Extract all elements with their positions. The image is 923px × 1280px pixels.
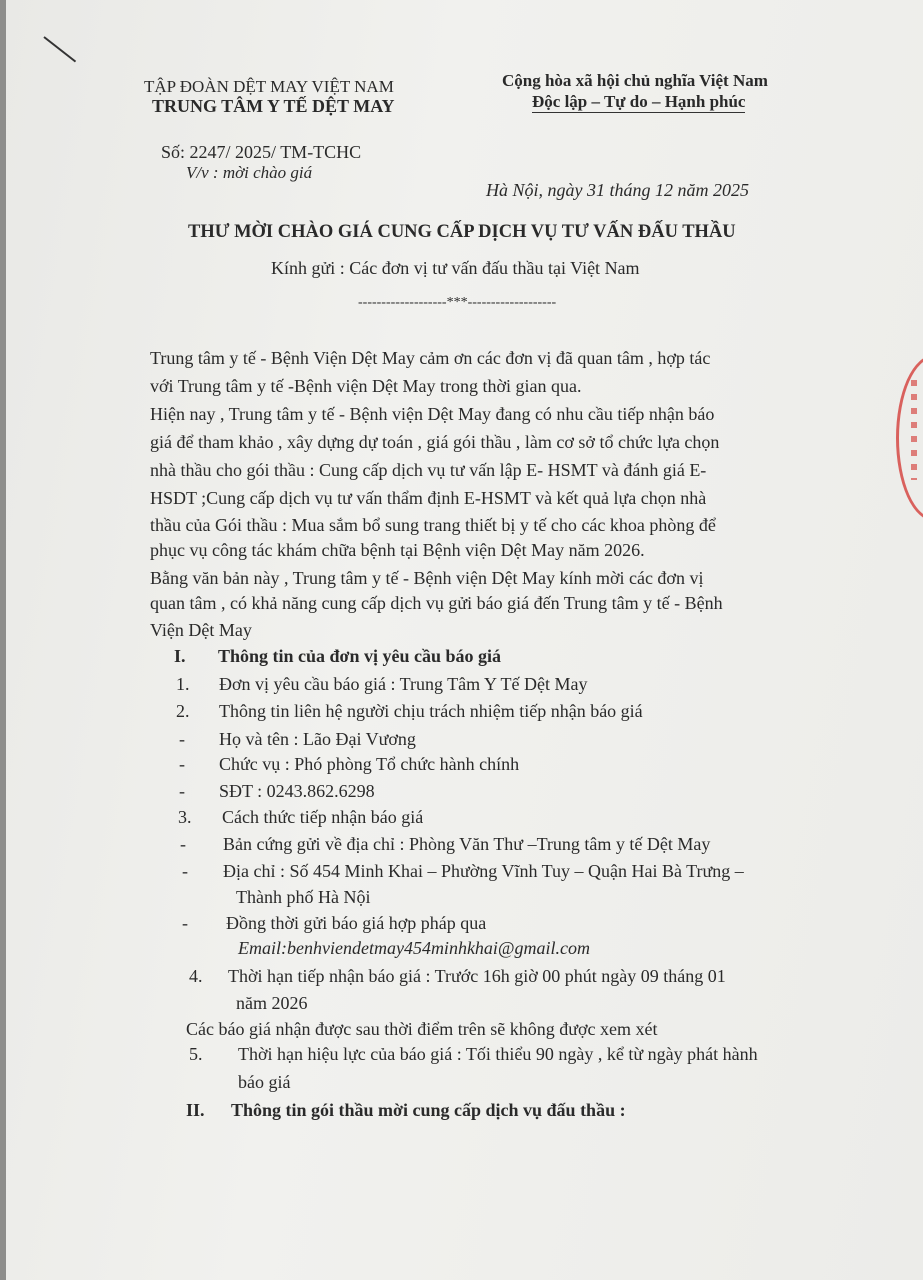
item-number: 5.: [189, 1044, 203, 1064]
section1-number: I.: [174, 646, 186, 666]
org-parent: TẬP ĐOÀN DỆT MAY VIỆT NAM: [144, 77, 394, 96]
email-intro: Đồng thời gửi báo giá hợp pháp qua: [226, 913, 487, 933]
place-date: Hà Nội, ngày 31 tháng 12 năm 2025: [486, 180, 749, 200]
address-line: Thành phố Hà Nội: [236, 887, 371, 907]
intro-line: thầu của Gói thầu : Mua sắm bổ sung trang thiết bị y tế cho các khoa phòng để: [150, 515, 716, 535]
document-title: THƯ MỜI CHÀO GIÁ CUNG CẤP DỊCH VỤ TƯ VẤN ĐẤU THẦU: [188, 222, 736, 242]
intro-line: quan tâm , có khả năng cung cấp dịch vụ gửi báo giá đến Trung tâm y tế - Bệnh: [150, 593, 723, 613]
address-line: Địa chỉ : Số 454 Minh Khai – Phường Vĩnh Tuy – Quận Hai Bà Trưng –: [223, 861, 744, 881]
motto: [532, 93, 745, 110]
validity-line: báo giá: [238, 1072, 291, 1092]
contact-phone: SĐT : 0243.862.6298: [219, 781, 375, 801]
item-number: 3.: [178, 807, 192, 827]
late-note: Các báo giá nhận được sau thời điểm trên sẽ không được xem xét: [186, 1019, 658, 1039]
intro-line: Hiện nay , Trung tâm y tế - Bệnh viện Dệt May đang có nhu cầu tiếp nhận báo: [150, 404, 715, 424]
email-address[interactable]: Email:benhviendetmay454minhkhai@gmail.com: [238, 938, 590, 958]
validity-line: Thời hạn hiệu lực của báo giá : Tối thiểu 90 ngày , kể từ ngày phát hành: [238, 1044, 758, 1064]
intro-line: giá để tham khảo , xây dựng dự toán , giá gói thầu , làm cơ sở tổ chức lựa chọn: [150, 432, 720, 452]
dash-bullet: -: [182, 861, 188, 881]
intro-line: Bằng văn bản này , Trung tâm y tế - Bệnh viện Dệt May kính mời các đơn vị: [150, 568, 704, 588]
dash-bullet: -: [179, 754, 185, 774]
dash-bullet: -: [179, 729, 185, 749]
dash-bullet: -: [179, 781, 185, 801]
recipient-line: Kính gửi : Các đơn vị tư vấn đấu thầu tại Việt Nam: [271, 258, 640, 278]
org-name: TRUNG TÂM Y TẾ DỆT MAY: [152, 96, 395, 116]
intro-line: với Trung tâm y tế -Bệnh viện Dệt May trong thời gian qua.: [150, 376, 582, 396]
pen-mark: [43, 36, 76, 62]
item-number: 1.: [176, 674, 190, 694]
intro-line: Viện Dệt May: [150, 620, 252, 640]
item-number: 2.: [176, 701, 190, 721]
contact-name: Họ và tên : Lão Đại Vương: [219, 729, 416, 749]
section1-title: Thông tin của đơn vị yêu cầu báo giá: [218, 646, 502, 666]
intro-line: phục vụ công tác khám chữa bệnh tại Bệnh viện Dệt May năm 2026.: [150, 540, 645, 560]
separator: -------------------***-------------------: [358, 295, 557, 310]
country-name: Cộng hòa xã hội chủ nghĩa Việt Nam: [502, 71, 768, 90]
item-requesting-unit: Đơn vị yêu cầu báo giá : Trung Tâm Y Tế Dệt May: [219, 674, 588, 694]
item-receiving-method: Cách thức tiếp nhận báo giá: [222, 807, 424, 827]
deadline-line: năm 2026: [236, 993, 308, 1013]
intro-line: nhà thầu cho gói thầu : Cung cấp dịch vụ tư vấn lập E- HSMT và đánh giá E-: [150, 460, 707, 480]
item-contact-info: Thông tin liên hệ người chịu trách nhiệm tiếp nhận báo giá: [219, 701, 643, 721]
doc-number: Số: 2247/ 2025/ TM-TCHC: [161, 142, 362, 162]
hardcopy-address: Bản cứng gửi về địa chỉ : Phòng Văn Thư –Trung tâm y tế Dệt May: [223, 834, 711, 854]
red-stamp: [896, 355, 923, 521]
section2-title: Thông tin gói thầu mời cung cấp dịch vụ đấu thầu :: [231, 1100, 626, 1120]
dash-bullet: -: [182, 913, 188, 933]
stamp-text-mark: [911, 380, 917, 480]
contact-position: Chức vụ : Phó phòng Tổ chức hành chính: [219, 754, 520, 774]
section2-number: II.: [186, 1100, 205, 1120]
intro-line: Trung tâm y tế - Bệnh Viện Dệt May cảm ơn các đơn vị đã quan tâm , hợp tác: [150, 348, 711, 368]
dash-bullet: -: [180, 834, 186, 854]
intro-line: HSDT ;Cung cấp dịch vụ tư vấn thẩm định E-HSMT và kết quả lựa chọn nhà: [150, 488, 707, 508]
document-page: [6, 0, 923, 1280]
deadline-line: Thời hạn tiếp nhận báo giá : Trước 16h giờ 00 phút ngày 09 tháng 01: [228, 966, 726, 986]
subject-line: V/v : mời chào giá: [186, 163, 313, 182]
motto-text: Độc lập – Tự do – Hạnh phúc: [532, 92, 746, 111]
item-number: 4.: [189, 966, 203, 986]
